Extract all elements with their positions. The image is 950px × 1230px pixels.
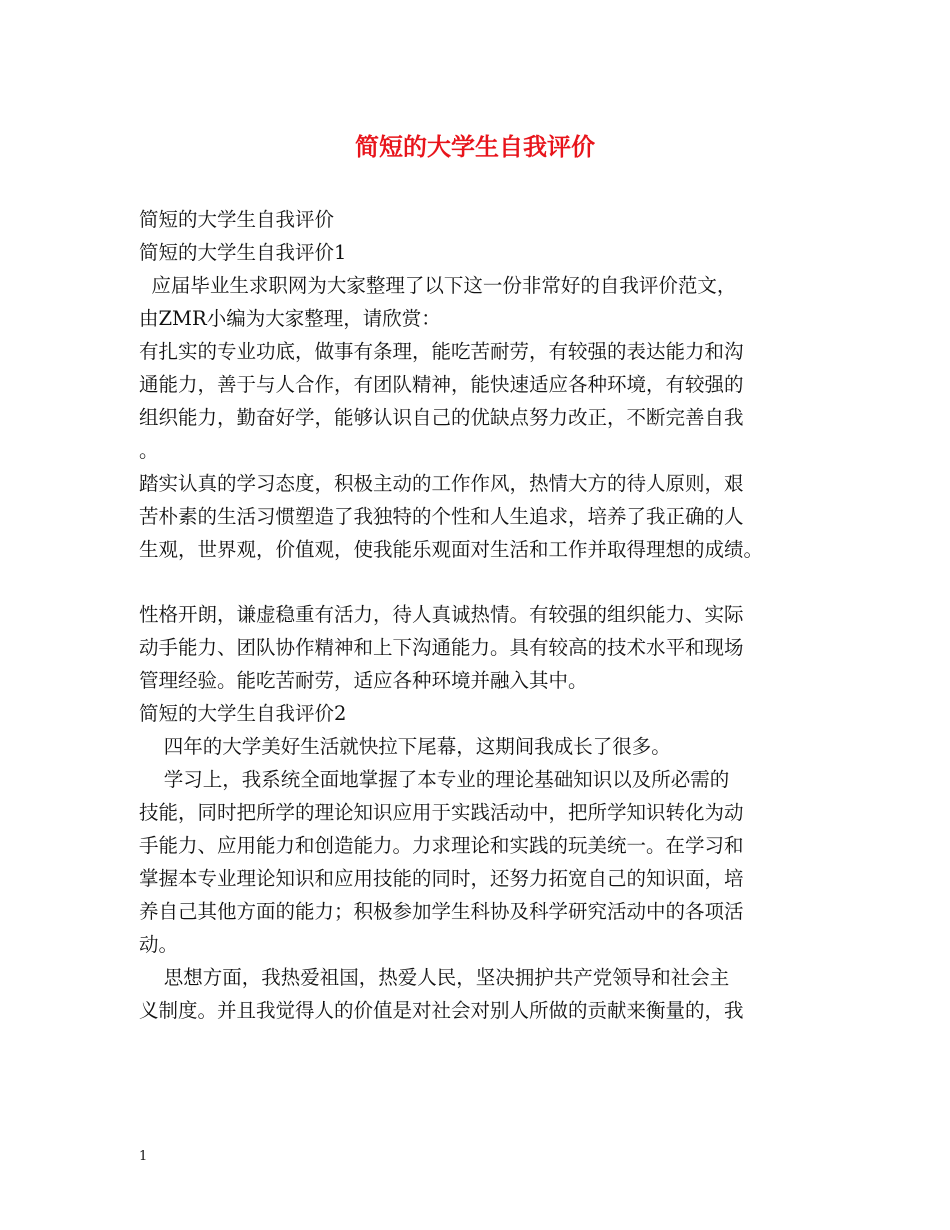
- text-line: 苦朴素的生活习惯塑造了我独特的个性和人生追求，培养了我正确的人: [139, 505, 744, 528]
- text-line: 组织能力，勤奋好学，能够认识自己的优缺点努力改正，不断完善自我: [139, 406, 744, 429]
- document-body: [139, 203, 819, 1027]
- text-line: 性格开朗，谦虚稳重有活力，待人真诚热情。有较强的组织能力、实际: [139, 603, 744, 626]
- text-line: 简短的大学生自我评价: [139, 208, 335, 231]
- text-line: 技能，同时把所学的理论知识应用于实践活动中，把所学知识转化为动: [139, 801, 744, 824]
- text-line: 通能力，善于与人合作，有团队精神，能快速适应各种环境，有较强的: [139, 373, 744, 396]
- document-title: 简短的大学生自我评价: [355, 132, 595, 161]
- text-line: 动。: [139, 933, 179, 956]
- text-line: 有扎实的专业功底，做事有条理，能吃苦耐劳，有较强的表达能力和沟: [139, 340, 744, 363]
- text-line: 简短的大学生自我评价1: [139, 241, 347, 264]
- text-line: 管理经验。能吃苦耐劳，适应各种环境并融入其中。: [139, 669, 588, 692]
- paragraph-gap: [139, 566, 819, 598]
- text-line: 手能力、应用能力和创造能力。力求理论和实践的玩美统一。在学习和: [139, 834, 744, 857]
- text-line: 思想方面，我热爱祖国，热爱人民，坚决拥护共产党领导和社会主: [139, 966, 730, 989]
- text-line: 学习上，我系统全面地掌握了本专业的理论基础知识以及所必需的: [139, 768, 730, 791]
- text-line: 应届毕业生求职网为大家整理了以下这一份非常好的自我评价范文，: [139, 274, 737, 297]
- text-line: 简短的大学生自我评价2: [139, 702, 347, 725]
- text-line: 生观，世界观，价值观，使我能乐观面对生活和工作并取得理想的成绩。: [139, 538, 764, 561]
- text-line: 动手能力、团队协作精神和上下沟通能力。具有较高的技术水平和现场: [139, 636, 744, 659]
- text-line: 养自己其他方面的能力；积极参加学生科协及科学研究活动中的各项活: [139, 900, 744, 923]
- text-line: 由ZMR小编为大家整理，请欣赏：: [139, 307, 441, 330]
- page-number: 1: [139, 1149, 148, 1164]
- text-line: 义制度。并且我觉得人的价值是对社会对别人所做的贡献来衡量的，我: [139, 999, 744, 1022]
- text-line: 。: [139, 439, 159, 462]
- text-line: 掌握本专业理论知识和应用技能的同时，还努力拓宽自己的知识面，培: [139, 867, 744, 890]
- text-line: 踏实认真的学习态度，积极主动的工作作风，热情大方的待人原则，艰: [139, 472, 744, 495]
- text-line: 四年的大学美好生活就快拉下尾幕，这期间我成长了很多。: [139, 735, 671, 758]
